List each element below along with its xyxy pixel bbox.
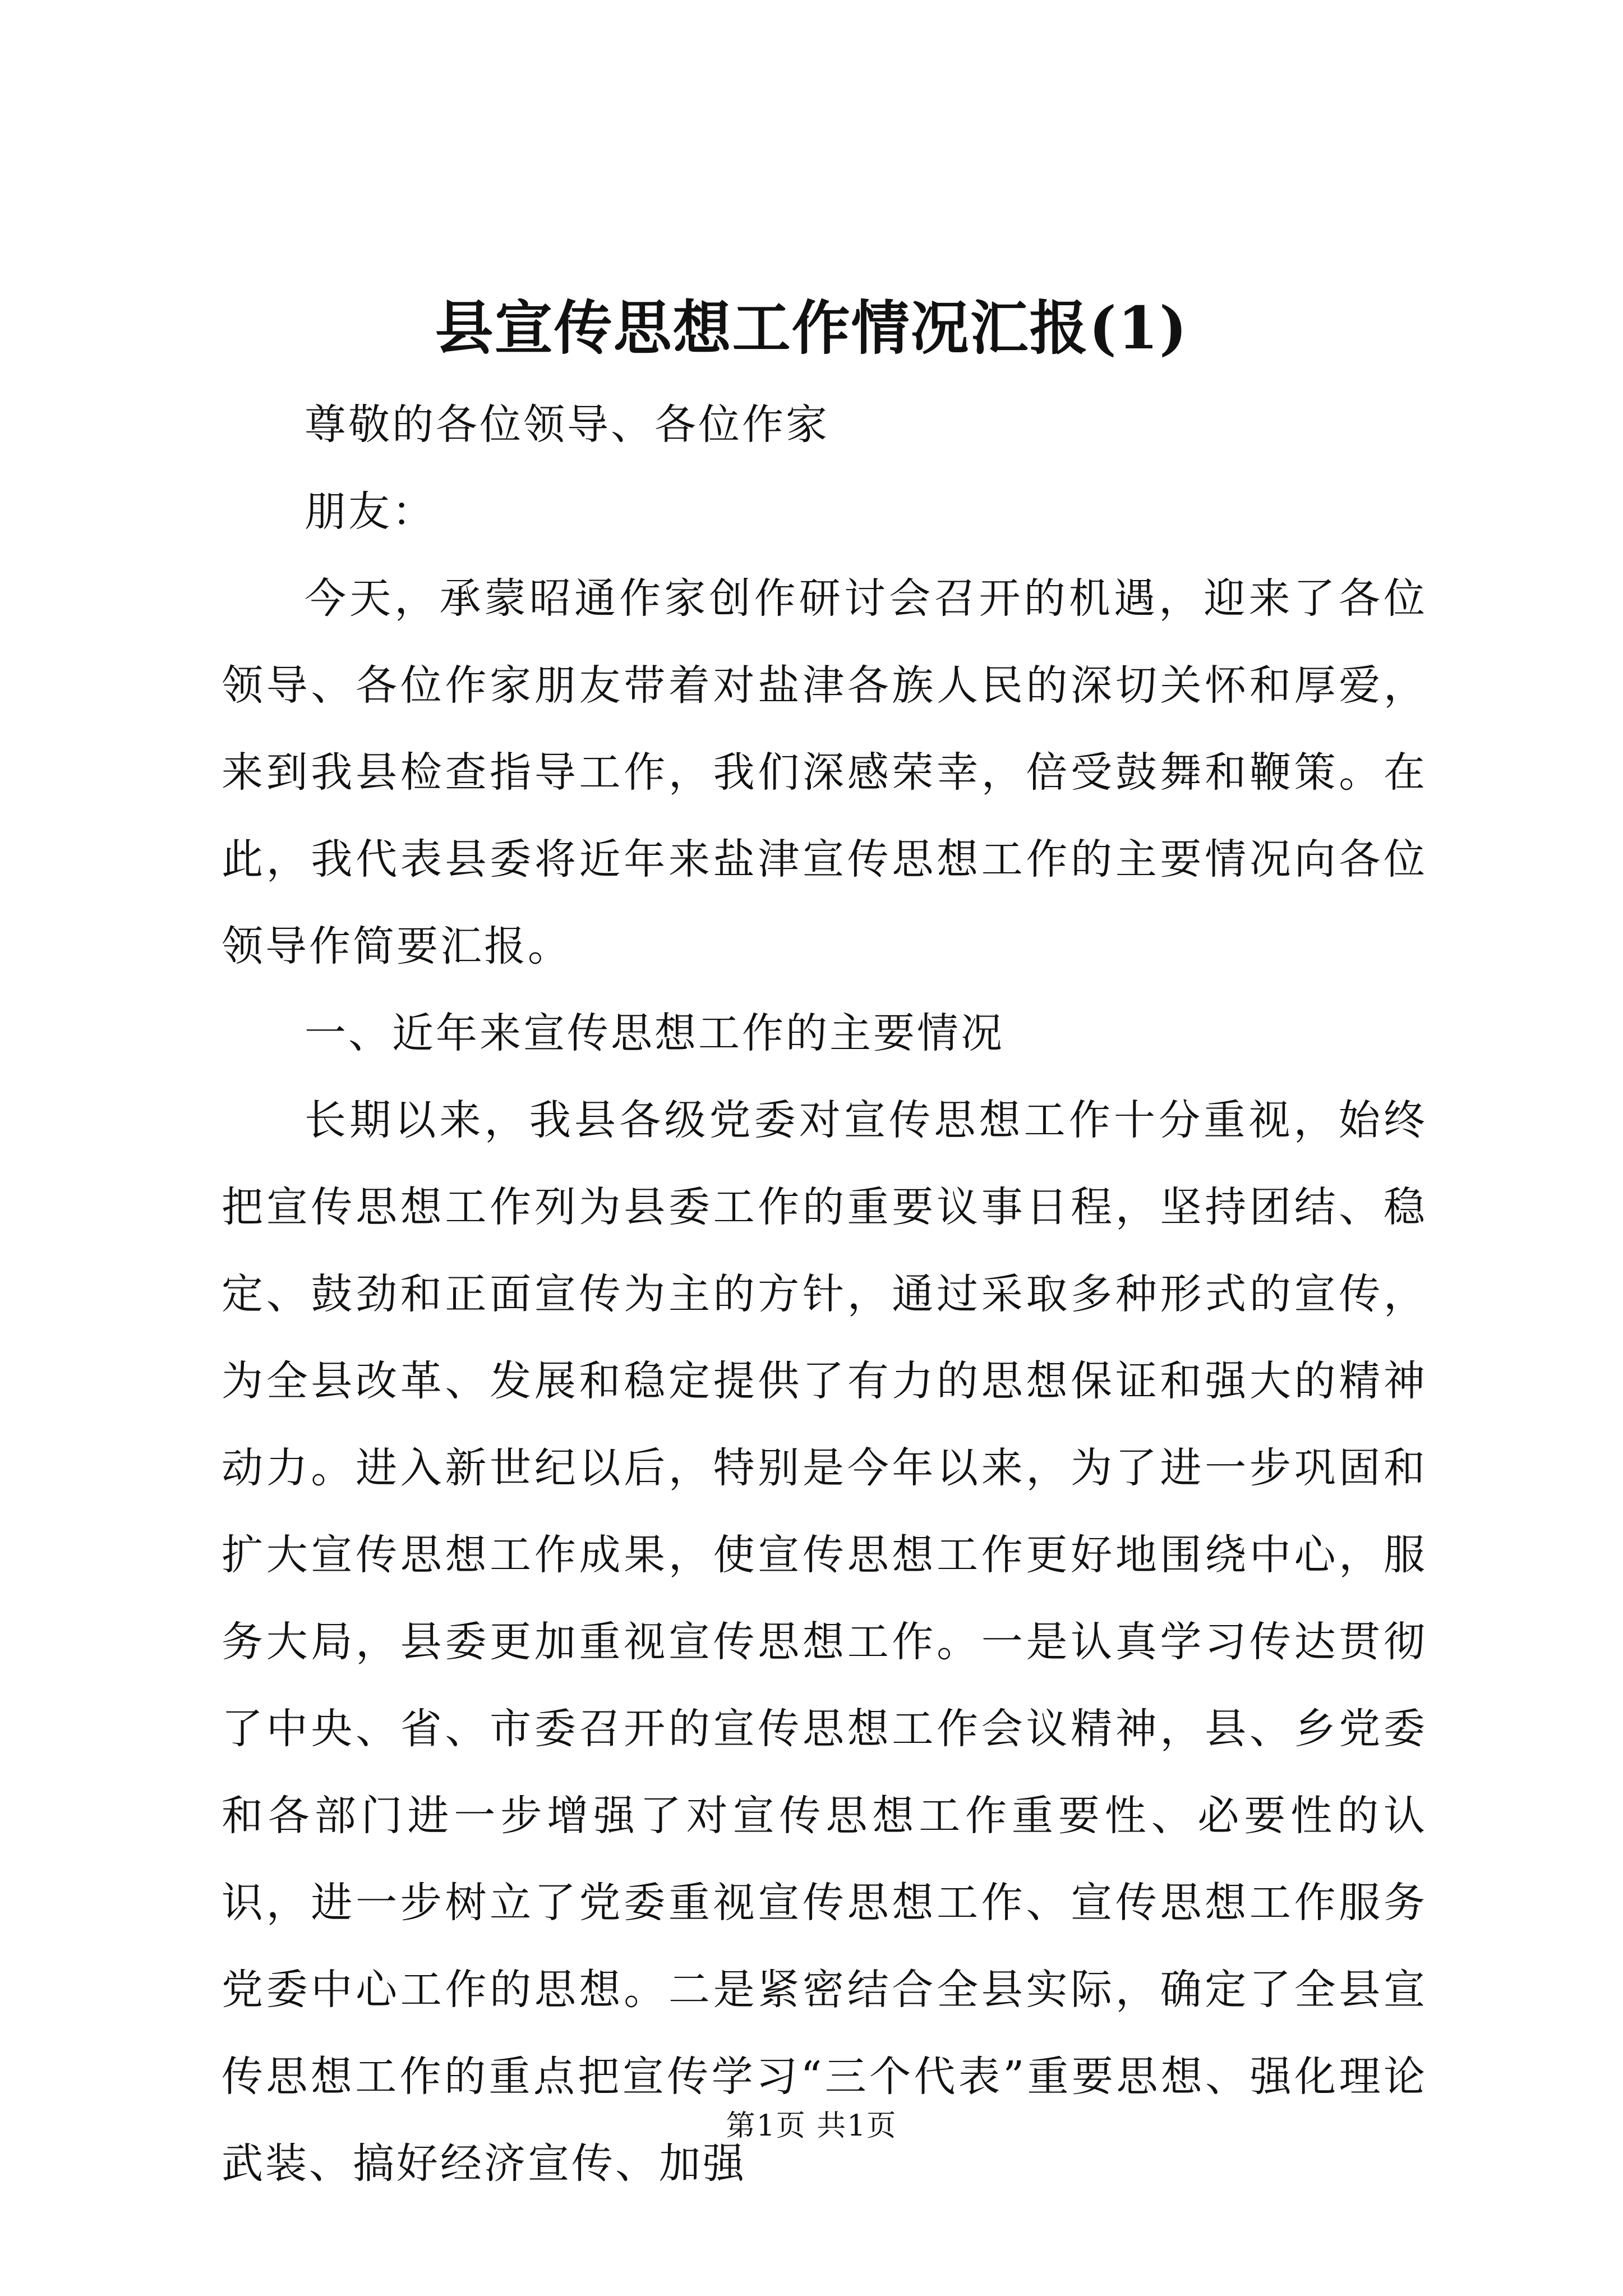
section-paragraph: 长期以来，我县各级党委对宣传思想工作十分重视，始终把宣传思想工作列为县委工作的重要议事日程，坚持团结、稳定、鼓劲和正面宣传为主的方针，通过采取多种形式的宣传，为全县改革、发展和稳定提供了有力的思想保证和强大的精神动力。进入新世纪以后，特别是今年以来，为了进一步巩固和扩大宣传思想工作成果，使宣传思想工作更好地围绕中心，服务大局，县委更加重视宣传思想工作。一是认真学习传达贯彻了中央、省、市委召开的宣传思想工作会议精神，县、乡党委和各部门进一步增强了对宣传思想工作重要性、必要性的认识，进一步树立了党委重视宣传思想工作、宣传思想工作服务党委中心工作的思想。二是紧密结合全县实际，确定了全县宣传思想工作的重点把宣传学习“三个代表”重要思想、强化理论武装、搞好经济宣传、加强 <box>222 1096 1427 2188</box>
intro-paragraph: 今天，承蒙昭通作家创作研讨会召开的机遇，迎来了各位领导、各位作家朋友带着对盐津各族人民的深切关怀和厚爱，来到我县检查指导工作，我们深感荣幸，倍受鼓舞和鞭策。在此，我代表县委将近年来盐津宣传思想工作的主要情况向各位领导作简要汇报。 <box>222 574 1427 970</box>
page-footer: 第1页 共1页 <box>726 2109 897 2143</box>
document-title: 县宣传思想工作情况汇报(1) <box>435 293 1188 362</box>
section-heading: 一、近年来宣传思想工作的主要情况 <box>305 1009 1004 1057</box>
salutation-line-1: 尊敬的各位领导、各位作家 <box>305 401 829 449</box>
salutation-line-2: 朋友： <box>305 487 436 536</box>
document-body <box>222 381 1427 2207</box>
